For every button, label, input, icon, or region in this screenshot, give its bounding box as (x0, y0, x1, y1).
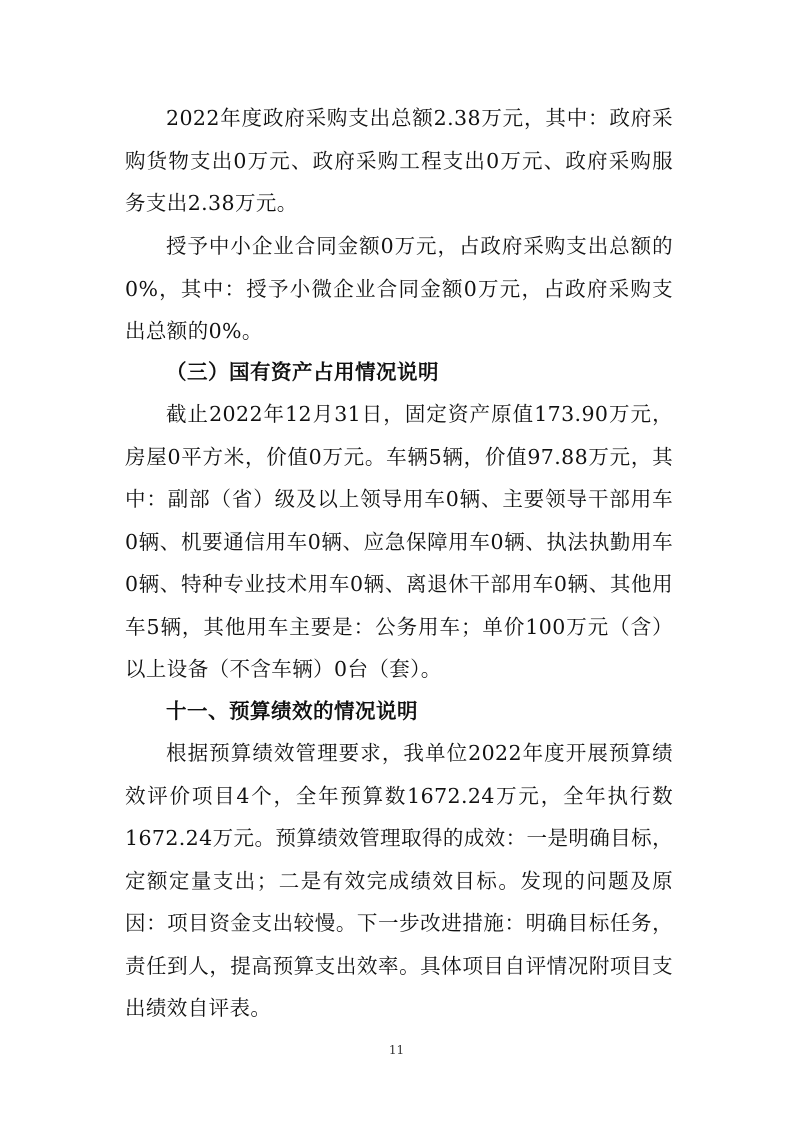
section-heading-state-assets: （三）国有资产占用情况说明 (166, 360, 439, 384)
paragraph-performance: 根据预算绩效管理要求，我单位2022年度开展预算绩效评价项目4个，全年预算数1672.24万元，全年执行数1672.24万元。预算绩效管理取得的成效：一是明确目标，定额定量支出；二是有效完成绩效目标。发现的问题及原因：项目资金支出较慢。下一步改进措施：明确目标任务，责任到人，提高预算支出效率。具体项目自评情况附项目支出绩效自评表。 (125, 741, 673, 1020)
page-number: 11 (388, 1043, 405, 1057)
paragraph-state-assets: 截止2022年12月31日，固定资产原值173.90万元，房屋0平方米，价值0万元。车辆5辆，价值97.88万元，其中：副部（省）级及以上领导用车0辆、主要领导干部用车0辆、机要通信用车0辆、应急保障用车0辆、执法执勤用车0辆、特种专业技术用车0辆、离退休干部用车0辆、其他用车5辆，其他用车主要是：公务用车；单价100万元（含）以上设备（不含车辆）0台（套）。 (125, 402, 673, 681)
paragraph-procurement-total: 2022年度政府采购支出总额2.38万元，其中：政府采购货物支出0万元、政府采购工程支出0万元、政府采购服务支出2.38万元。 (125, 106, 673, 215)
section-heading-performance: 十一、预算绩效的情况说明 (166, 699, 418, 723)
paragraph-sme-contracts: 授予中小企业合同金额0万元，占政府采购支出总额的0%，其中：授予小微企业合同金额0万元，占政府采购支出总额的0%。 (125, 234, 673, 343)
